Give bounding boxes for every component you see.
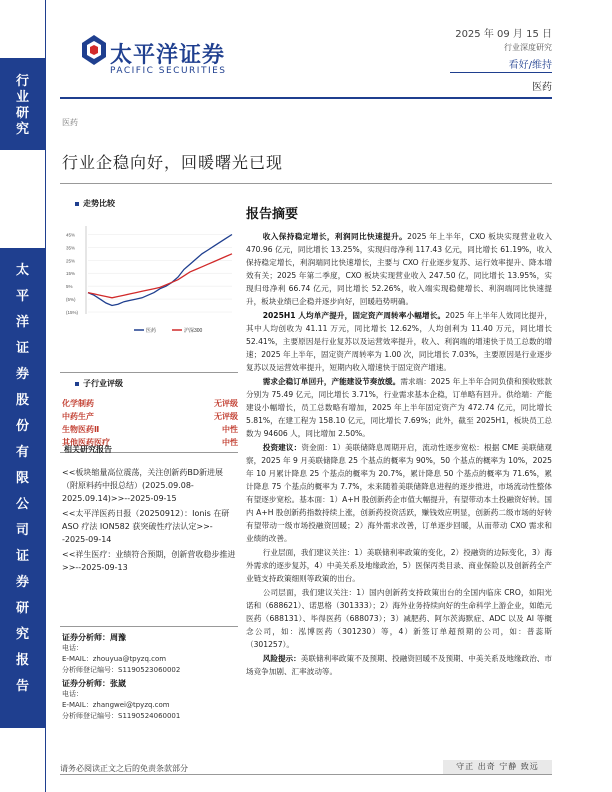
summary-lead: 投资建议： (262, 443, 302, 452)
legend-label-pharma: 医药 (146, 328, 157, 334)
subrating-value: 中性 (222, 425, 238, 434)
summary-body (246, 230, 552, 679)
analyst-phone: 电话： (62, 644, 83, 652)
analyst-block (62, 632, 238, 722)
y-tick-label: 5% (66, 284, 73, 290)
summary-paragraph (246, 586, 552, 651)
title-divider (60, 183, 552, 184)
page-title: 行业企稳向好，回暖曙光已现 (62, 153, 284, 172)
legend-label-hs300: 沪深300 (184, 328, 203, 334)
analyst-email[interactable]: E-MAIL：zhangwei@tpyzq.com (62, 701, 170, 709)
analyst-cert: 分析师登记编号：S1190524060001 (62, 712, 181, 720)
side-label-industry (0, 74, 45, 138)
summary-paragraph (246, 652, 552, 678)
summary-text: 2025 年上半年，CXO 板块实现营业收入 470.96 亿元，同比增长 13.25%，实现归母净利 117.43 亿元，同比增长 61.19%，收入保持稳定增长，利润端同比快速增长，主要与 CXO 行业逐步复苏、运行效率提升、降本增效有关；2025 年第二季度，CXO 板块实现营业收入 247.50 亿，同比增长 13.95%，实现归母净利 66.74 亿元，同比增长 52.26%，收入端实现稳健增长、利润端同比快速提升，板块业绩已企稳并逐步向好，回暖趋势明确。 (246, 232, 552, 306)
industry-name: 医药 (532, 82, 552, 93)
side-label-text-2: 太平洋证券股份有限公司证券研究报告 (15, 263, 29, 694)
subrating-value: 无评级 (214, 399, 238, 408)
side-label-block-2 (0, 248, 45, 728)
summary-paragraph (246, 441, 552, 545)
topic-label: 医药 (62, 118, 78, 127)
y-tick-label: 45% (66, 232, 76, 238)
summary-lead: 需求企稳订单回升，产能建设节奏放缓。 (262, 377, 401, 386)
subrating-divider (60, 372, 238, 373)
logo-icon (82, 35, 106, 65)
subrating-heading: 子行业评级 (75, 378, 123, 389)
header-divider (60, 97, 552, 99)
y-tick-label: (5%) (66, 297, 76, 303)
report-date: 2025 年 09 月 15 日 (455, 29, 552, 40)
analyst-email[interactable]: E-MAIL：zhouyua@tpyzq.com (62, 655, 167, 663)
trend-heading: 走势比较 (75, 198, 115, 209)
footer-disclaimer: 请务必阅读正文之后的免责条款部分 (60, 764, 188, 773)
logo-name: 太平洋证券 (110, 43, 226, 68)
trend-chart-y-axis (66, 232, 232, 315)
related-heading: 相关研究报告 (64, 445, 112, 454)
subrating-value: 无评级 (214, 412, 238, 421)
side-label-block-1 (0, 58, 45, 150)
summary-paragraph (246, 375, 552, 440)
subrating-name: 中药生产 (62, 412, 94, 421)
trend-series-pharma-line (88, 235, 232, 306)
summary-text: 公司层面，我们建议关注：1）国内创新药支持政策出台的全国内临床 CRO，如阳光诺和（688621）、诺思格（301333）；2）海外业务持续向好的生命科学上游企业，如皓元医药（688131）、毕得医药（688073）；3）减肥药、阿尔茨海默症、ADC 以及 AI 等概念公司，如：泓博医药（301230）等，4）新签订单超预期的公司，如：普蕊斯（301257）。 (246, 588, 552, 649)
report-type: 行业深度研究 (504, 43, 552, 52)
footer-divider (60, 774, 552, 775)
related-list (62, 466, 238, 574)
subrating-name: 其他医药医疗 (62, 438, 110, 447)
summary-text: 需求端：2025 年上半年合同负债和预收账款分别为 75.49 亿元，同比增长 3.71%，行业需求基本企稳，订单略有回升。供给端：产能建设小幅增长，员工总数略有增加，2025 年上半年固定资产为 472.74 亿元，同比增长 5.81%，在建工程为 158.10 亿元，同比增长 7.69%；此外，截至 2025H1，板块员工总数为 94606 人，同比增加 2.50%。 (246, 377, 552, 438)
analyst-phone: 电话： (62, 690, 83, 698)
footer-motto: 守正 出奇 宁静 致远 (443, 760, 552, 774)
analyst-divider (60, 626, 238, 627)
summary-text: 资金面：1）美联储降息周期开启，流动性逐步宽松：根据 CME 美联储观察，2025 年 9 月美联储降息 25 个基点的概率为 90%，50 个基点的概率为 10%，2025 年 10 月累计降息 25 个基点的概率为 20.7%，累计降息 50 个基点的概率为 71.6%，累计降息 75 个基点的概率为 7.7%，未来随着美联储降息进程的逐步推进，市场流动性整体有望逐步宽松。基本面：1）A+H 股创新药企市值大幅提升，有望带动本土投融资好转。国内 A+H 股创新药指数持续上涨，创新药投资活跃，赚钱效应明显，创新药二级市场的好转有望带动一级市场投融资回暖；2）海外需求改善，订单逐步回暖，从而带动 CXO 需求和业绩的改善。 (246, 443, 553, 543)
side-label-text-1: 行业研究 (15, 74, 29, 137)
industry-rating: 看好/维持 (508, 60, 552, 71)
side-label-company (0, 258, 45, 700)
subrating-row (62, 424, 238, 435)
summary-text: 美联储利率政策不及预期、投融资回暖不及预期、中美关系及地缘政治、市场竞争加剧、汇率波动等。 (246, 654, 553, 676)
header-divider-short (450, 72, 552, 73)
trend-chart-legend (134, 327, 203, 334)
analyst-name: 证券分析师：周豫 (62, 633, 126, 642)
y-tick-label: 35% (66, 245, 76, 251)
side-band (0, 0, 46, 792)
summary-text: 行业层面，我们建议关注：1）美联储利率政策的变化，2）投融资的边际变化，3）海外需求的逐步复苏，4）中美关系及地缘政治，5）医保丙类目录、商业保险以及创新药全产业链支持政策细则等政策的出台。 (246, 548, 552, 583)
subrating-name: 化学制药 (62, 399, 94, 408)
related-report-link[interactable]: <<太平洋医药日报（20250912）：Ionis 在研 ASO 疗法 ION582 获突破性疗法认定>>--2025-09-14 (62, 509, 230, 544)
summary-heading: 报告摘要 (246, 207, 299, 222)
trend-chart (64, 222, 236, 340)
y-tick-label: (15%) (66, 310, 79, 315)
subrating-value: 中性 (222, 438, 238, 447)
summary-lead: 收入保持稳定增长，利润同比快速提升。 (262, 232, 408, 241)
subrating-row (62, 411, 238, 422)
logo-english-name: PACIFIC SECURITIES (110, 66, 227, 76)
analyst-name: 证券分析师：张崴 (62, 679, 126, 688)
subrating-table (62, 398, 238, 448)
subrating-row (62, 398, 238, 409)
summary-lead: 风险提示： (262, 654, 301, 663)
y-tick-label: 25% (66, 258, 76, 264)
summary-lead: 2025H1 人均单产提升，固定资产周转率小幅增长。 (262, 311, 446, 320)
y-tick-label: 15% (66, 271, 76, 277)
summary-text: 2025 年上半年人效同比提升，其中人均创收为 41.11 万元，同比增长 12.62%，人均创利为 11.40 万元，同比增长 52.41%，主要原因是行业复苏以及运营效率提升，收入、利润端的增速快于员工总数的增速；2025 年上半年，固定资产周转率为 1.00 次，同比增长 7.03%，主要原因是行业逐步复苏以及运营效率提升，短期内收入增速快于固定资产增速。 (246, 311, 552, 372)
subrating-name: 生物医药Ⅱ (62, 425, 100, 434)
summary-paragraph (246, 230, 552, 308)
summary-paragraph (246, 309, 552, 374)
related-report-link[interactable]: <<板块缩量高位震荡，关注创新药BD新进展（附原料药中报总结）(2025.09.08-2025.09.14)>>--2025-09-15 (62, 468, 224, 503)
related-report-link[interactable]: <<祥生医疗：业绩符合预期，创新营收稳步推进 >>--2025-09-13 (62, 550, 236, 572)
summary-paragraph (246, 546, 552, 585)
analyst-cert: 分析师登记编号：S1190523060002 (62, 666, 181, 674)
